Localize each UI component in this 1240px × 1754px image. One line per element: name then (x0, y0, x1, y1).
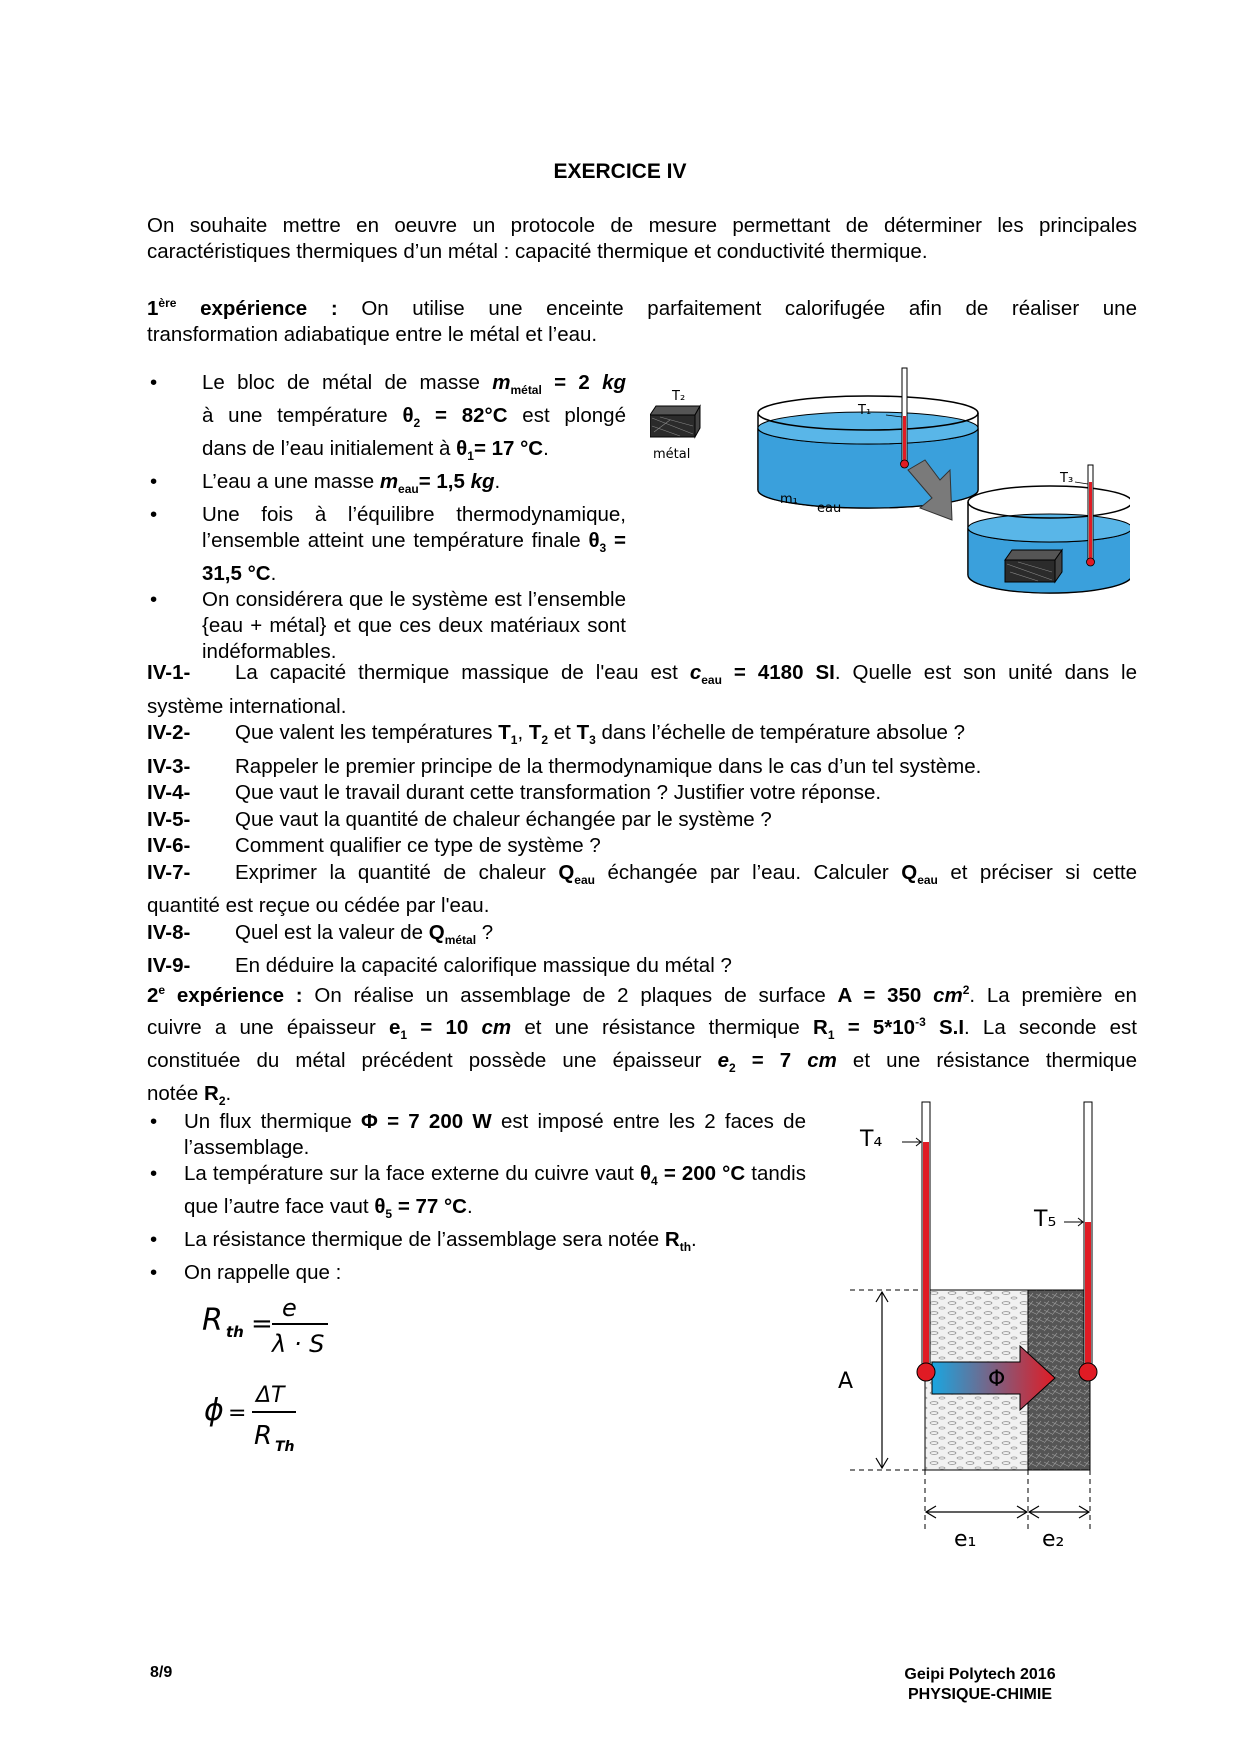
eau-label: eau (817, 501, 842, 516)
thermometer-t4 (859, 1102, 935, 1381)
exp1-text-b: transformation adiabatique entre le métal et l’eau. (147, 322, 598, 346)
footer-right (880, 1665, 1080, 1705)
metal-block-1 (650, 389, 700, 462)
question-1: IV-1- La capacité thermique massique de l'eau est $c_{eau} = 4180$ SI. Quelle est son unité dans le (147, 661, 1138, 688)
exp2-bullet-3: • La résistance thermique de l’assemblage sera notée $R_{th}$. (150, 1228, 697, 1255)
calorimeter-figure (650, 360, 1130, 630)
exp1-label: expérience : (200, 296, 338, 320)
t4-label: T₄ (860, 1127, 883, 1152)
svg-text:ΔT: ΔT (256, 1383, 285, 1408)
a-label: A (838, 1369, 854, 1394)
question-2: IV-2- Que valent les températures $T_1$, $T_2$ et $T_3$ dans l’échelle de température absolue ? (147, 721, 966, 748)
t1-label: T₁ (858, 403, 872, 418)
question-5: IV-5- Que vaut la quantité de chaleur échangée par le système ? (147, 807, 772, 831)
experience-1-paragraph (147, 290, 1137, 348)
exp1-bullet-2: • L’eau a une masse $m_{eau}= 1,5$ kg. (150, 470, 501, 497)
experience-2-paragraph: 2e expérience : On réalise un assemblage de 2 plaques de surface A = 350 $cm^2$. La première en cuivre a une épaisseur $e_1 = 10$ cm et une résistance thermique $R_1 = 5*10^{-3}$ S.I. La seconde est constituée du métal précédent possède une épaisseur $e_2 = 7$ cm et une résistance thermique notée $R_2$. (147, 983, 1137, 1108)
svg-text:=: = (228, 1401, 247, 1426)
formulas (196, 1290, 356, 1460)
exp1-bullet-3: • Une fois à l’équilibre thermodynamique, l’ensemble atteint une température finale $\theta_3 = 31,5$ °C. (150, 503, 626, 586)
exp1-bullet-4: • On considérera que le système est l’ensemble {eau + métal} et que ces deux matériaux sont indéformables. (150, 588, 626, 664)
footer-right-line-2: PHYSIQUE-CHIMIE (907, 1686, 1052, 1703)
question-7-cont: quantité est reçue ou cédée par l'eau. (147, 894, 490, 918)
svg-text:=: = (251, 1309, 273, 1339)
svg-text:R: R (202, 1303, 223, 1338)
exercise-title: EXERCICE IV (553, 160, 687, 183)
svg-text:th: th (226, 1323, 244, 1341)
plates-figure (820, 1100, 1120, 1550)
exp1-bullet-1: • Le bloc de métal de masse $m_{métal} = 2$ kg à une température $\theta_2 = 82^\circ C$ est plongé dans de l’eau initialement à $\theta_1= 17$ °C. (150, 371, 627, 464)
question-9: IV-9- En déduire la capacité calorifique massique du métal ? (147, 954, 732, 978)
question-1-cont: système international. (147, 694, 347, 718)
svg-text:ϕ: ϕ (204, 1393, 224, 1428)
exp2-bullet-4: • On rappelle que : (150, 1261, 342, 1285)
question-4: IV-4- Que vaut le travail durant cette transformation ? Justifier votre réponse. (147, 781, 882, 805)
exp2-bullet-list (150, 1109, 806, 1286)
exp1-number: 1 (147, 296, 159, 320)
phi-label: Φ (988, 1367, 1006, 1392)
question-3: IV-3- Rappeler le premier principe de la thermodynamique dans le cas d’un tel système. (147, 754, 982, 778)
e2-label: e₂ (1042, 1527, 1065, 1550)
footer-right-line-1: Geipi Polytech 2016 (904, 1666, 1056, 1683)
metal-label: métal (653, 447, 691, 462)
exp1-sup: ère (158, 296, 177, 310)
svg-text:e: e (282, 1294, 297, 1322)
exp1-bullet-list (150, 370, 627, 665)
beaker-2 (968, 465, 1130, 593)
exp2-bullet-2: • La température sur la face externe du cuivre vaut $\theta_4 = 200$ °C tandis que l’autre face vaut $\theta_5 = 77$ °C. (150, 1162, 806, 1222)
svg-text:Th: Th (275, 1439, 295, 1455)
t2-label: T₂ (672, 389, 686, 404)
question-6: IV-6- Comment qualifier ce type de système ? (147, 834, 601, 858)
question-7: IV-7- Exprimer la quantité de chaleur $Q_{eau}$ échangée par l’eau. Calculer $Q_{eau}$ et préciser si cette (147, 860, 1138, 887)
t3-label: T₃ (1060, 471, 1074, 486)
questions-block (147, 660, 1137, 980)
exp1-text-a: On utilise une enceinte parfaitement calorifugée afin de réaliser une (361, 296, 1137, 320)
t5-label: T₅ (1034, 1207, 1057, 1232)
intro-line-1: On souhaite mettre en oeuvre un protocole de mesure permettant de déterminer les principales (147, 214, 1137, 237)
svg-text:R: R (254, 1421, 273, 1451)
formula-flux (204, 1383, 296, 1455)
intro-line-2: caractéristiques thermiques d’un métal : capacité thermique et conductivité thermique. (147, 240, 928, 263)
e1-label: e₁ (954, 1527, 977, 1550)
svg-text:λ · S: λ · S (272, 1330, 325, 1358)
question-8: IV-8- Quel est la valeur de $Q_{métal}$ ? (147, 920, 494, 947)
m1-label: m₁ (780, 492, 798, 507)
exp2-bullet-1: • Un flux thermique Φ = 7 200 W est imposé entre les 2 faces de l’assemblage. (150, 1110, 806, 1159)
intro-paragraph (147, 213, 1137, 265)
formula-resistance (202, 1294, 328, 1358)
page-number: 8/9 (150, 1664, 173, 1681)
